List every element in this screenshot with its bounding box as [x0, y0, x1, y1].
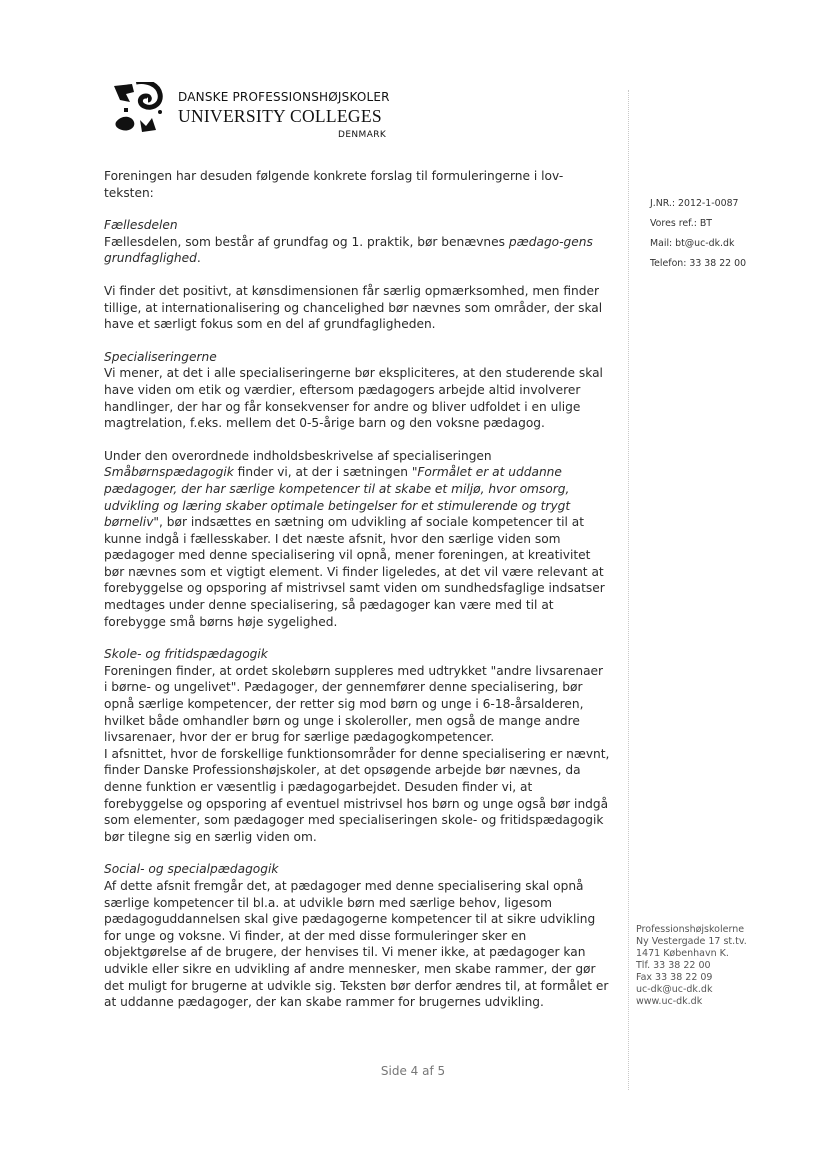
logo-text-top: DANSKE PROFESSIONSHØJSKOLER [178, 90, 390, 104]
text-run: Fællesdelen, som består af grundfag og 1. praktik, bør benævnes [104, 234, 509, 249]
reference-info [650, 198, 746, 278]
journal-number: J.NR.: 2012-1-0087 [650, 198, 739, 209]
paragraph: I afsnittet, hvor de forskellige funktionsområder for denne specialisering er nævnt, finder Danske Professionshøjskoler, at det opsøgende arbejde bør nævnes, da denne funktion er væsentlig i pædagogarbejdet. Desuden finder vi, at forebyggelse og opsporing af eventuel mistrivsel hos børn og unge også bør indgå som elementer, som pædagoger med specialiseringen skole- og fritidspædagogik bør tilegne sig en særlig viden om. [104, 746, 610, 844]
text-run: , bør indsættes en sætning om udvikling af sociale kompetencer til at kunne indgå i fællesskaber. I det næste afsnit, hvor den særlige viden som pædagoger med denne specialisering vil opnå, mener foreningen, at kreativitet bør nævnes som et vigtigt element. Vi finder ligeledes, at det vil være relevant at forebyggelse og opsporing af mistrivsel samt viden om sundhedsfaglige indsatser medtages under denne specialisering, så pædagoger kan være med til at forebygge små børns høje sygelighed. [104, 515, 605, 629]
text-run: Under den overordnede indholdsbeskrivelse af specialiseringen [104, 448, 492, 463]
text-run-italic: pædago-gens grundfaglighed [104, 234, 593, 266]
address-city: 1471 København K. [636, 948, 729, 959]
sender-address [636, 924, 747, 1008]
contact-mail: Mail: bt@uc-dk.dk [650, 238, 735, 249]
text-run-italic: "Formålet er at uddanne pædagoger, der har særlige kompetencer til at skabe et miljø, hvor omsorg, udvikling og læring skaber optimale betingelser for et stimulerende og trygt børneliv" [104, 465, 571, 530]
intro-paragraph: Foreningen har desuden følgende konkrete forslag til formuleringerne i lov-teksten: [104, 169, 564, 200]
paragraph [104, 448, 610, 631]
logo-text-country: DENMARK [338, 130, 387, 140]
paragraph: Vi finder det positivt, at kønsdimensionen får særlig opmærksomhed, men finder tillige, at internationalisering og chancelighed bør nævnes som områder, der skal have et særligt fokus som en del af grundfagligheden. [104, 283, 603, 332]
section-heading-skole-fritid: Skole- og fritidspædagogik [104, 647, 268, 662]
letter-body [104, 168, 610, 1011]
logo [112, 82, 412, 152]
address-tlf: Tlf. 33 38 22 00 [636, 960, 711, 971]
section-heading-faellesdelen: Fællesdelen [104, 218, 178, 233]
university-colleges-logo-icon [112, 82, 170, 140]
paragraph: Af dette afsnit fremgår det, at pædagoger med denne specialisering skal opnå særlige kompetencer til bl.a. at udvikle børn med særlige behov, ligesom pædagoguddannelsen skal give pædagogerne kompetencer til at sikre udvikling for unge og voksne. Vi finder, at der med disse formuleringer sker en objektgørelse af de brugere, der henvises til. Vi mener ikke, at pædagoger kan udvikle eller sikre en udvikling af andre mennesker, men skabe rammer, der gør det muligt for brugerne at udvikle sig. Teksten bør derfor ændres til, at formålet er at uddanne pædagoger, der kan skabe rammer for brugernes udvikling. [104, 878, 609, 1010]
paragraph: Vi mener, at det i alle specialiseringerne bør ekspliciteres, at den studerende skal have viden om etik og værdier, eftersom pædagogers arbejde altid involverer handlinger, der har og får konsekvenser for andre og bliver udfoldet i en ulige magtrelation, f.eks. mellem det 0-5-årige barn og den voksne pædagog. [104, 366, 603, 431]
paragraph: Foreningen finder, at ordet skolebørn suppleres med udtrykket "andre livsarenaer i børne- og ungelivet". Pædagoger, der gennemfører denne specialisering, bør opnå særlige kompetencer, der retter sig mod børn og unge i 6-18-årsalderen, hvilket både omhandler børn og unge i skoleroller, men også de mange andre livsarenaer, hvor der er brug for særlige pædagogkompetencer. [104, 663, 604, 745]
address-fax: Fax 33 38 22 09 [636, 972, 713, 983]
address-web: www.uc-dk.dk [636, 996, 703, 1007]
text-run: . [196, 251, 201, 266]
text-run-italic: Småbørnspædagogik [104, 465, 234, 480]
contact-phone: Telefon: 33 38 22 00 [650, 258, 747, 269]
page-number: Side 4 af 5 [380, 1064, 446, 1078]
our-reference: Vores ref.: BT [650, 218, 713, 229]
address-email: uc-dk@uc-dk.dk [636, 984, 713, 995]
section-heading-specialiseringerne: Specialiseringerne [104, 349, 217, 364]
address-name: Professionshøjskolerne [636, 924, 745, 935]
text-run: finder vi, at der i sætningen [233, 465, 412, 480]
margin-divider [628, 90, 629, 1090]
address-street: Ny Vestergade 17 st.tv. [636, 936, 747, 947]
section-heading-social-special: Social- og specialpædagogik [104, 862, 279, 877]
paragraph [104, 234, 610, 267]
logo-text-main: UNIVERSITY COLLEGES [178, 106, 382, 126]
